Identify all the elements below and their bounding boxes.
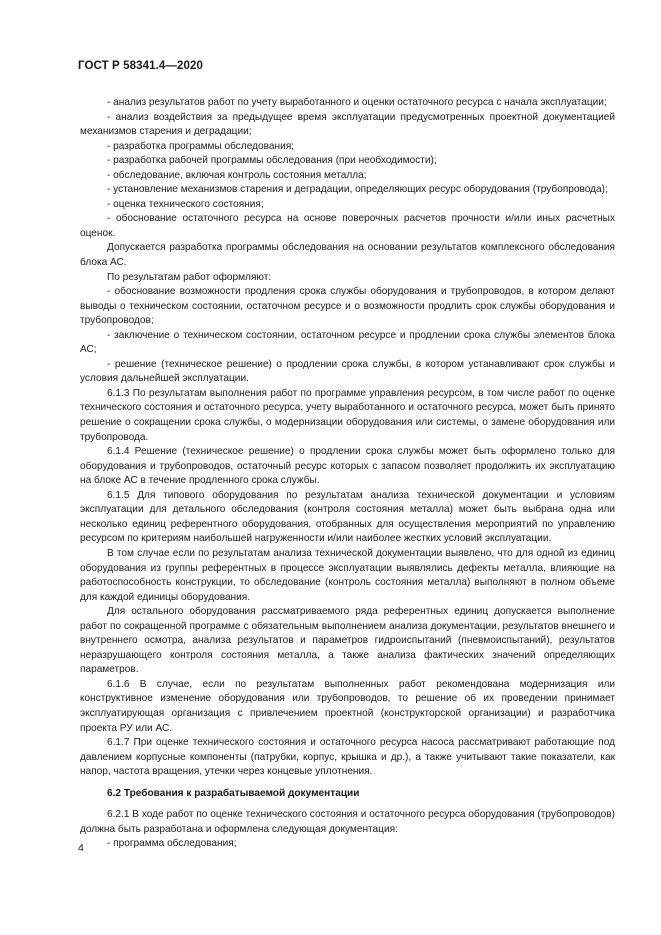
list-item: - заключение о техническом состоянии, остаточном ресурсе и продлении срока службы элементов блока АС; <box>80 329 615 356</box>
list-item: - обследование, включая контроль состояния металла; <box>107 169 367 181</box>
section-heading: 6.2 Требования к разрабатываемой документации <box>107 787 360 799</box>
document-header: ГОСТ Р 58341.4—2020 <box>78 60 203 72</box>
list-item: - установление механизмов старения и деградации, определяющих ресурс оборудования (трубопровода); <box>107 184 608 196</box>
list-item: - анализ воздействия за предыдущее время эксплуатации предусмотренных проектной документацией механизмов старения и деградации; <box>80 111 615 138</box>
list-item: - обоснование остаточного ресурса на основе поверочных расчетов прочности и/или иных расчетных оценок. <box>80 213 615 239</box>
paragraph: Допускается разработка программы обследования на основании результатов комплексного обследования блока АС. <box>80 242 615 269</box>
list-item: - анализ результатов работ по учету выработанного и оценки остаточного ресурса с начала эксплуатации; <box>107 97 607 108</box>
list-item: - решение (техническое решение) о продлении срока службы, в котором устанавливают срок службы и условия дальнейшей эксплуатации. <box>80 358 615 385</box>
clause-6-1-6: 6.1.6 В случае, если по результатам выполненных работ рекомендована модернизация или конструктивное изменение оборудования или трубопроводов, то решение об их проведении принимает эксплуатирующая организация с привлечением проектной (конструкторской организации) и разработчика проекта РУ или АС. <box>80 678 615 734</box>
list-item: - оценка технического состояния; <box>107 198 264 210</box>
clause-6-1-7: 6.1.7 При оценке технического состояния и остаточного ресурса насоса рассматривают работающие под давлением корпусные компоненты (патрубки, корпус, крышка и др.), а также учитывают такие показатели, как напор, частота вращения, утечки через концевые уплотнения. <box>80 737 615 778</box>
list-item: - программа обследования; <box>107 838 237 850</box>
clause-6-1-4: 6.1.4 Решение (техническое решение) о продлении срока службы может быть оформлено только для оборудования и трубопроводов, остаточный ресурс которых с запасом позволяет продолжить их эксплуатацию на блоке АС в течение продленного срока службы. <box>80 446 615 487</box>
paragraph: По результатам работ оформляют: <box>107 271 272 283</box>
paragraph: В том случае если по результатам анализа технической документации выявлено, что для одной из единиц оборудования из группы референтных в процессе эксплуатации выявлялись дефекты металла, влияющие на работоспособность конструкции, то обследование (контроль состояния металла) выполняют в полном объеме для каждой единицы оборудования. <box>80 547 615 603</box>
clause-6-2-1: 6.2.1 В ходе работ по оценке технического состояния и остаточного ресурса оборудования (трубопроводов) должна быть разработана и оформлена следующая документация: <box>80 809 615 835</box>
list-item: - обоснование возможности продления срока службы оборудования и трубопроводов, в котором делают выводы о техническом состоянии, остаточном ресурсе и о возможности продлить срок службы оборудования и трубопроводов; <box>80 286 615 327</box>
document-body <box>80 96 615 852</box>
clause-6-1-5: 6.1.5 Для типового оборудования по результатам анализа технической документации и условиям эксплуатации для детального обследования (контроля состояния металла) может быть выбрана одна или несколько единиц референтного оборудования, отобранных для осуществления мероприятий по управлению ресурсом по критериям наибольшей нагруженности и/или наиболее жестких условий эксплуатации. <box>80 489 615 545</box>
paragraph: Для остального оборудования рассматриваемого ряда референтных единиц допускается выполнение работ по сокращенной программе с обязательным выполнением анализа документации, результатов внешнего и внутреннего осмотра, анализа результатов и параметров гидроиспытаний (пневмоиспытаний), результатов неразрушающего контроля состояния металла, а также анализа фактических значений определяющих параметров. <box>80 606 615 676</box>
page-number: 4 <box>78 842 84 854</box>
list-item: - разработка программы обследования; <box>107 140 294 152</box>
list-item: - разработка рабочей программы обследования (при необходимости); <box>107 155 437 167</box>
clause-6-1-3: 6.1.3 По результатам выполнения работ по программе управления ресурсом, в том числе работ по оценке технического состояния и остаточного ресурса, учету выработанного и остаточного ресурса, может быть принято решение о сокращении срока службы, о модернизации оборудования или системы, о замене оборудования или трубопровода. <box>80 387 615 443</box>
